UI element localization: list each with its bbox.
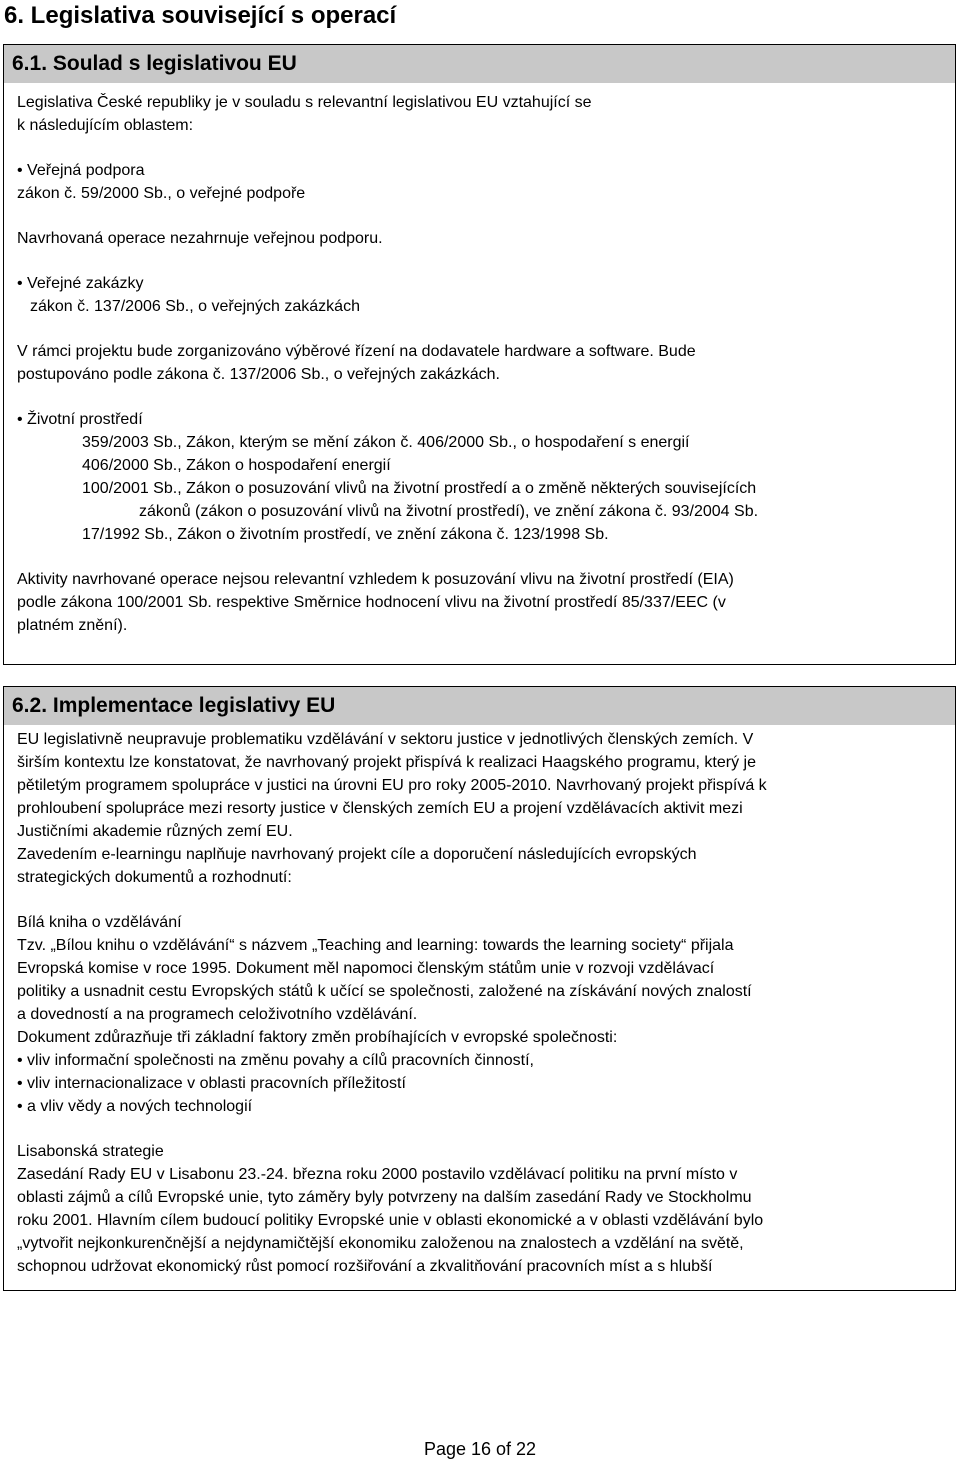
law-state-aid: zákon č. 59/2000 Sb., o veřejné podpoře bbox=[17, 185, 306, 202]
bullet-procurement: • Veřejné zakázky bbox=[17, 272, 955, 295]
law-procurement: zákon č. 137/2006 Sb., o veřejných zakázkách bbox=[30, 298, 360, 315]
list-item: • a vliv vědy a nových technologií bbox=[17, 1095, 955, 1118]
paragraph-line: širším kontextu lze konstatovat, že navrhovaný projekt přispívá k realizaci Haagského programu, který je bbox=[17, 754, 756, 771]
conclusion-line: Aktivity navrhované operace nejsou relevantní vzhledem k posuzování vlivu na životní prostředí (EIA) bbox=[17, 571, 734, 588]
section-content bbox=[4, 83, 955, 637]
paragraph-line: Zavedením e-learningu naplňuje navrhovaný projekt cíle a doporučení následujících evropských bbox=[17, 846, 697, 863]
paragraph-line: politiky a usnadnit cestu Evropských států k učící se společnosti, založené na získávání nových znalostí bbox=[17, 983, 752, 1000]
conclusion-line: podle zákona 100/2001 Sb. respektive Směrnice hodnocení vlivu na životní prostředí 85/337/EEC (v bbox=[17, 594, 726, 611]
page-heading: 6. Legislativa související s operací bbox=[4, 2, 397, 29]
intro-line: Legislativa České republiky je v souladu s relevantní legislativou EU vztahující se bbox=[17, 94, 592, 111]
lisbon-heading: Lisabonská strategie bbox=[17, 1143, 164, 1160]
white-paper-heading: Bílá kniha o vzdělávání bbox=[17, 914, 182, 931]
paragraph-line: Evropská komise v roce 1995. Dokument měl napomoci členským státům unie v rozvoji vzdělávací bbox=[17, 960, 715, 977]
paragraph-line: Zasedání Rady EU v Lisabonu 23.-24. března roku 2000 postavilo vzdělávací politiku na první místo v bbox=[17, 1166, 738, 1183]
paragraph-line: pětiletým programem spolupráce v justici na úrovni EU pro roky 2005-2010. Navrhovaný projekt přispívá k bbox=[17, 777, 767, 794]
note-procurement-line: V rámci projektu bude zorganizováno výběrové řízení na dodavatele hardware a software. Bude bbox=[17, 343, 696, 360]
paragraph-line: Tzv. „Bílou knihu o vzdělávání“ s názvem „Teaching and learning: towards the learning society“ přijala bbox=[17, 937, 734, 954]
section-title: 6.1. Soulad s legislativou EU bbox=[4, 45, 955, 83]
conclusion-line: platném znění). bbox=[17, 617, 128, 634]
note-state-aid: Navrhovaná operace nezahrnuje veřejnou podporu. bbox=[17, 230, 383, 247]
paragraph-line: oblasti zájmů a cílů Evropské unie, tyto záměry byly potvrzeny na dalším zasedání Rady ve Stockholmu bbox=[17, 1189, 752, 1206]
bullet-environment: • Životní prostředí bbox=[17, 408, 955, 431]
section-title: 6.2. Implementace legislativy EU bbox=[4, 687, 955, 725]
paragraph-line: „vytvořit nejkonkurenčnější a nejdynamičtější ekonomiku založenou na znalostech a vzdělání na světě, bbox=[17, 1235, 744, 1252]
section-eu-compliance bbox=[3, 44, 956, 665]
law-environment-cont: zákonů (zákon o posuzování vlivů na životní prostředí), ve znění zákona č. 93/2004 Sb. bbox=[139, 503, 759, 520]
paragraph-line: Dokument zdůrazňuje tři základní faktory změn probíhajících v evropské společnosti: bbox=[17, 1029, 618, 1046]
law-environment: 17/1992 Sb., Zákon o životním prostředí, ve znění zákona č. 123/1998 Sb. bbox=[82, 526, 609, 543]
paragraph-line: a dovedností a na programech celoživotního vzdělávání. bbox=[17, 1006, 418, 1023]
section-content bbox=[4, 725, 955, 1278]
section-eu-implementation bbox=[3, 686, 956, 1291]
law-environment: 100/2001 Sb., Zákon o posuzování vlivů na životní prostředí a o změně některých souvisejících bbox=[82, 480, 757, 497]
paragraph-line: roku 2001. Hlavním cílem budoucí politiky Evropské unie v oblasti ekonomické a v oblasti vzdělávání bylo bbox=[17, 1212, 764, 1229]
note-procurement-line: postupováno podle zákona č. 137/2006 Sb., o veřejných zakázkách. bbox=[17, 366, 500, 383]
bullet-state-aid: • Veřejná podpora bbox=[17, 159, 955, 182]
paragraph-line: EU legislativně neupravuje problematiku vzdělávání v sektoru justice v jednotlivých členských zemích. V bbox=[17, 731, 754, 748]
law-environment: 359/2003 Sb., Zákon, kterým se mění zákon č. 406/2000 Sb., o hospodaření s energií bbox=[82, 434, 690, 451]
paragraph-line: prohloubení spolupráce mezi resorty justice v členských zemích EU a projení vzdělávacích aktivit mezi bbox=[17, 800, 743, 817]
list-item: • vliv informační společnosti na změnu povahy a cílů pracovních činností, bbox=[17, 1049, 955, 1072]
intro-line: k následujícím oblastem: bbox=[17, 117, 194, 134]
paragraph-line: strategických dokumentů a rozhodnutí: bbox=[17, 869, 292, 886]
page-number: Page 16 of 22 bbox=[423, 1439, 537, 1459]
list-item: • vliv internacionalizace v oblasti pracovních příležitostí bbox=[17, 1072, 955, 1095]
law-environment: 406/2000 Sb., Zákon o hospodaření energií bbox=[82, 457, 391, 474]
paragraph-line: schopnou udržovat ekonomický růst pomocí rozšiřování a zkvalitňování pracovních míst a s hlubší bbox=[17, 1258, 713, 1275]
paragraph-line: Justičními akademie různých zemí EU. bbox=[17, 823, 293, 840]
